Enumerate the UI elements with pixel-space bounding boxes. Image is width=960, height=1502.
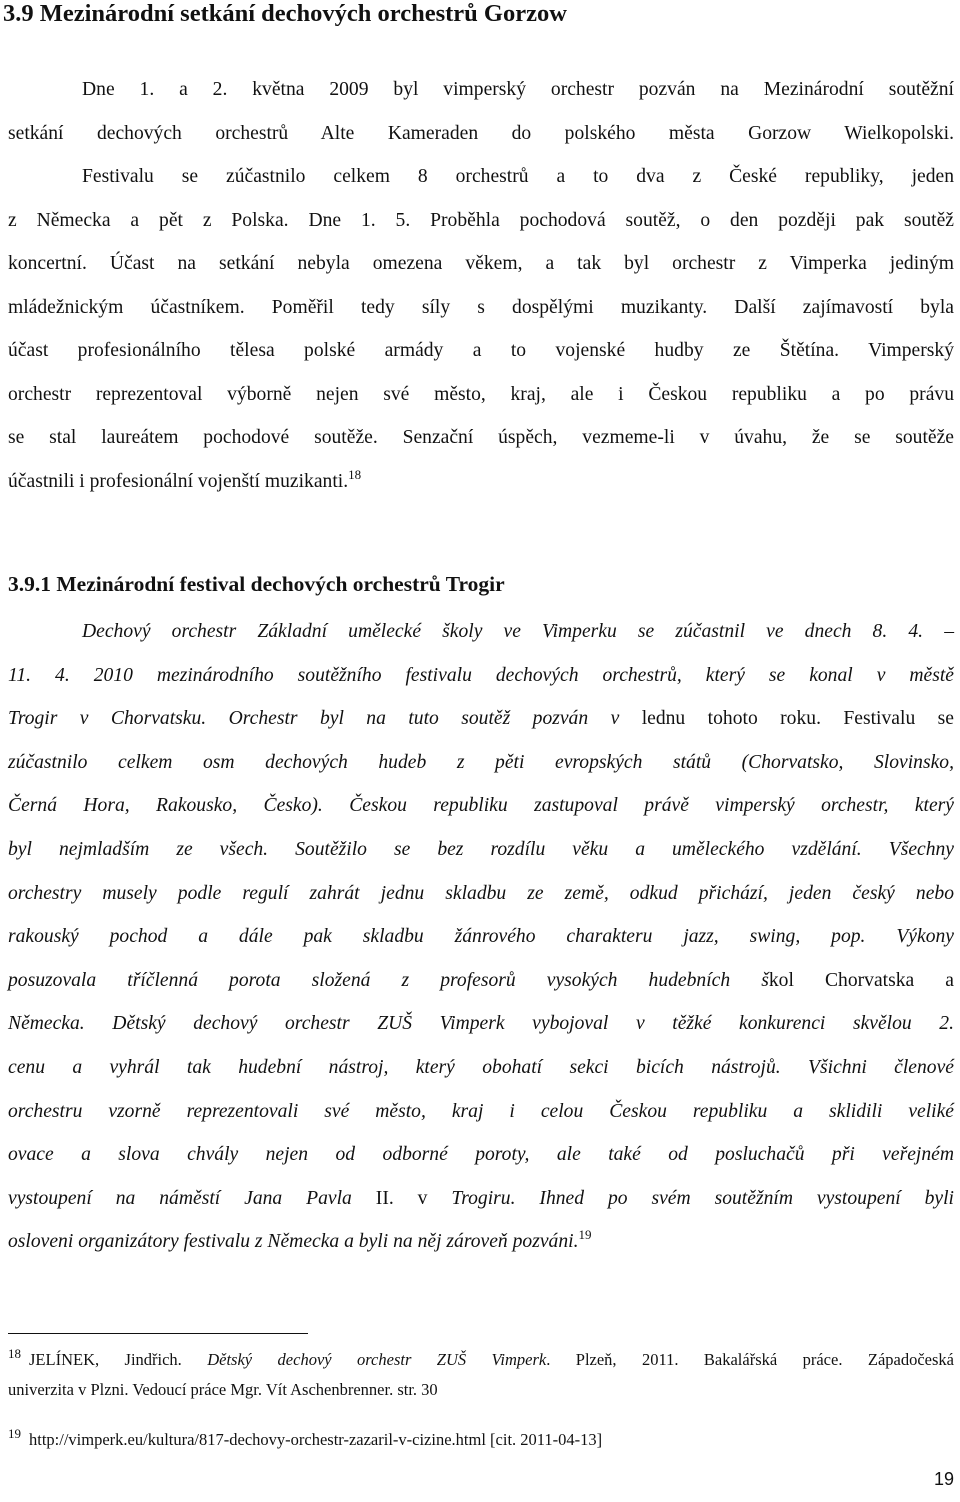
paragraph-line: orchestru vzorně reprezentovali své město, kraj i celou Českou republiku a sklidili veliké (8, 1100, 954, 1122)
footnote-ref-18[interactable]: 18 (348, 466, 362, 482)
paragraph-line-last (8, 460, 954, 504)
footnote-19 (8, 1425, 954, 1455)
paragraph-line: mládežnickým účastníkem. Poměřil tedy síly s dospělými muzikanty. Další zajímavostí byla (8, 296, 954, 318)
footnote-title: Dětský dechový orchestr ZUŠ Vimperk (207, 1350, 547, 1369)
footnote-number: 19 (8, 1426, 21, 1441)
paragraph-line: Dne 1. a 2. května 2009 byl vimperský orchestr pozván na Mezinárodní soutěžní (82, 79, 954, 100)
footnote-line (8, 1425, 954, 1455)
paragraph-line: Černá Hora, Rakousko, Česko). Českou republiku zastupoval právě vimperský orchestr, který (8, 795, 954, 817)
paragraph-line: rakouský pochod a dále pak skladbu žánrového charakteru jazz, swing, pop. Výkony (8, 926, 954, 948)
subsection-heading: 3.9.1 Mezinárodní festival dechových orchestrů Trogir (8, 572, 505, 596)
paragraph-line: cenu a vyhrál tak hudební nástroj, který obohatí sekci bicích nástrojů. Všichni členové (8, 1056, 954, 1078)
footnote-divider (8, 1333, 308, 1334)
paragraph-line-text: osloveni organizátory festivalu z Německa a byli na něj zároveň pozváni. (8, 1231, 579, 1253)
paragraph-line (8, 1177, 954, 1221)
footnote-ref-19[interactable]: 19 (578, 1227, 592, 1243)
footnote-18 (8, 1345, 954, 1404)
paragraph-line-italic: Trogiru. Ihned po svém soutěžním vystoupení byli (427, 1187, 955, 1209)
footnote-line (8, 1345, 954, 1375)
page-number: 19 (933, 1469, 954, 1489)
footnote-details: . Plzeň, 2011. Bakalářská práce. Západočeská (546, 1350, 954, 1369)
paragraph-gorzow (8, 68, 954, 503)
footnote-link[interactable]: http://vimperk.eu/kultura/817-dechovy-orchestr-zazaril-v-cizine.html [cit. 2011-04-13] (29, 1430, 603, 1449)
paragraph-line: orchestr reprezentoval výborně nejen své město, kraj, ale i Českou republiku a po právu (8, 383, 954, 405)
footnote-author: JELÍNEK, Jindřich. (29, 1350, 208, 1369)
paragraph-line: účast profesionálního tělesa polské armády a to vojenské hudby ze Štětína. Vimperský (8, 340, 954, 361)
paragraph-line: 11. 4. 2010 mezinárodního soutěžního festivalu dechových orchestrů, který se konal v městě (8, 664, 954, 686)
paragraph-line-last (8, 1220, 954, 1264)
paragraph-trogir (8, 610, 954, 1264)
paragraph-line-italic: posuzovala tříčlenná porota složená z profesorů vysokých hudebních š (8, 969, 769, 991)
paragraph-line: Dechový orchestr Základní umělecké školy ve Vimperku se zúčastnil ve dnech 8. 4. – (82, 621, 954, 642)
paragraph-line: zúčastnilo celkem osm dechových hudeb z pěti evropských států (Chorvatsko, Slovinsko, (8, 751, 954, 773)
paragraph-line: Německa. Dětský dechový orchestr ZUŠ Vimperk vybojoval v těžké konkurenci skvělou 2. (8, 1013, 954, 1035)
paragraph-line: orchestry musely podle regulí zahrát jednu skladbu ze země, odkud přichází, jeden český nebo (8, 882, 954, 904)
paragraph-line (8, 697, 954, 741)
footnote-line: univerzita v Plzni. Vedoucí práce Mgr. Vít Aschenbrenner. str. 30 (8, 1380, 438, 1399)
paragraph-line (8, 959, 954, 1003)
paragraph-line: z Německa a pět z Polska. Dne 1. 5. Proběhla pochodová soutěž, o den později pak soutěž (8, 209, 954, 231)
paragraph-line-italic: vystoupení na náměstí Jana Pavla (8, 1187, 376, 1209)
paragraph-line: koncertní. Účast na setkání nebyla omezena věkem, a tak byl orchestr z Vimperka jediným (8, 253, 954, 274)
paragraph-line: ovace a slova chvály nejen od odborné poroty, ale také od posluchačů při veřejném (8, 1144, 954, 1166)
paragraph-line: setkání dechových orchestrů Alte Kameraden do polského města Gorzow Wielkopolski. (8, 122, 954, 144)
paragraph-line-text: účastnili i profesionální vojenští muzikanti. (8, 470, 349, 492)
paragraph-line: Festivalu se zúčastnilo celkem 8 orchestrů a to dva z České republiky, jeden (82, 166, 954, 187)
paragraph-line: se stal laureátem pochodové soutěže. Senzační úspěch, vezmeme-li v úvahu, že se soutěže (8, 427, 954, 448)
paragraph-line-roman: kol Chorvatska a (768, 969, 954, 991)
paragraph-line-roman: lednu tohoto roku. Festivalu se (641, 708, 954, 730)
section-heading: 3.9 Mezinárodní setkání dechových orchestrů Gorzow (3, 0, 567, 27)
paragraph-line-italic: Trogir v Chorvatsku. Orchestr byl na tuto soutěž pozván v (8, 708, 642, 730)
footnote-number: 18 (8, 1346, 21, 1361)
paragraph-line: byl nejmladším ze všech. Soutěžilo se bez rozdílu věku a uměleckého vzdělání. Všechny (8, 838, 954, 860)
paragraph-line-roman: II. v (375, 1187, 428, 1209)
